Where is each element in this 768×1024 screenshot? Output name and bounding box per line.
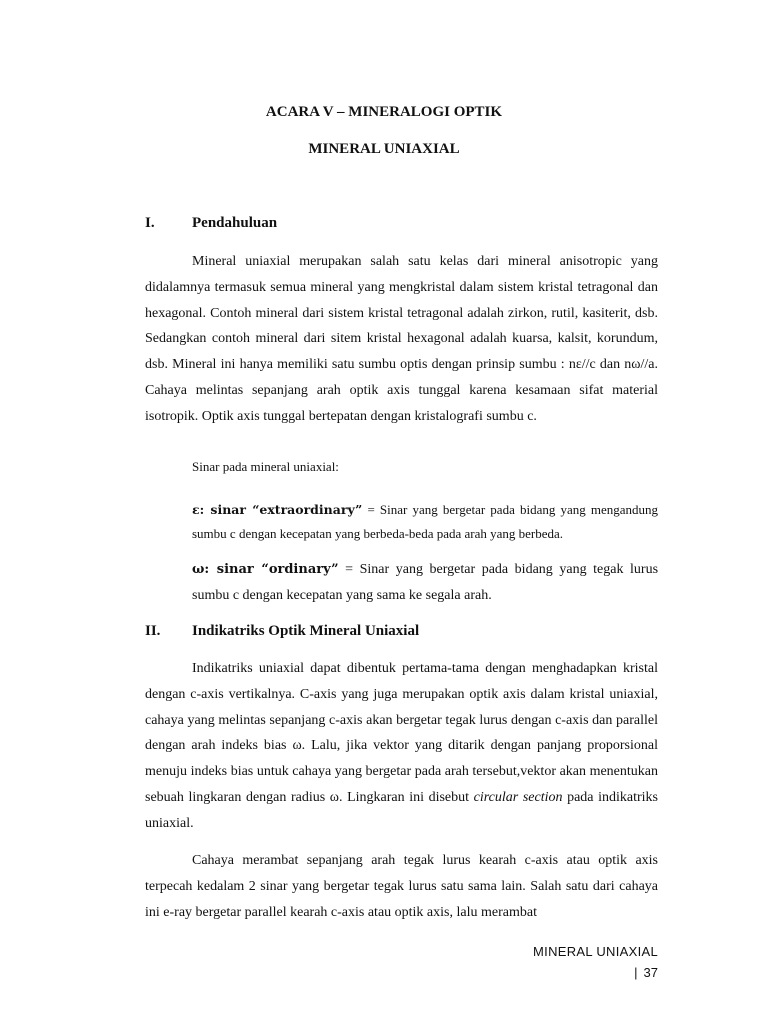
refraction-index-epsilon: nε//c xyxy=(568,357,596,373)
extraordinary-ray-term: ε: sinar “extraordinary” xyxy=(192,502,363,517)
paragraph-text: dan xyxy=(595,357,625,373)
footer-separator: | xyxy=(634,965,638,980)
paragraph-text: Indikatriks uniaxial dapat dibentuk pertama-tama dengan menghadapkan kristal dengan c-axis vertikalnya. C-axis yang juga merupakan optik axis dalam kristal uniaxial, cahaya yang melintas sepanjang c-axis akan bergetar tegak lurus dengan c-axis dan parallel dengan arah indeks bias ω. Lalu, jika vektor yang ditarik dengan panjang proporsional menuju indeks bias untuk cahaya yang bergetar pada arah tersebut,vektor akan menentukan sebuah lingkaran dengan radius ω. Lingkaran ini disebut xyxy=(145,661,658,805)
section-number: II. xyxy=(145,623,161,639)
document-title: ACARA V – MINERALOGI OPTIK xyxy=(265,104,503,120)
page-number: 37 xyxy=(643,965,658,980)
ordinary-ray-term: ω: sinar “ordinary” xyxy=(192,562,339,577)
paragraph-text: Mineral uniaxial merupakan salah satu kelas dari mineral anisotropic yang didalamnya termasuk semua mineral yang mengkristal dalam sistem kristal tetragonal dan hexagonal. Contoh mineral dari sistem kristal tetragonal adalah zirkon, rutil, kasiterit, dsb. Sedangkan contoh mineral dari sitem kristal hexagonal adalah kuarsa, kalsit, korundum, dsb. Mineral ini hanya memiliki satu sumbu optis dengan prinsip sumbu : xyxy=(145,254,658,373)
ordinary-ray-definition xyxy=(192,557,658,609)
ordinary-ray-text: = Sinar yang bergetar pada bidang yang tegak lurus sumbu c dengan kecepatan yang sama ke segala arah. xyxy=(192,562,659,603)
section-heading-indikatriks: Indikatriks Optik Mineral Uniaxial xyxy=(192,623,420,639)
footer-running-title: MINERAL UNIAXIAL xyxy=(533,944,658,959)
footer-page-number xyxy=(634,965,658,980)
paragraph-text: . Cahaya melintas sepanjang arah optik axis tunggal karena kesamaan sifat material isotropik. Optik axis tunggal bertepatan dengan kristalografi sumbu c. xyxy=(145,357,659,424)
rays-intro: Sinar pada mineral uniaxial: xyxy=(192,459,339,474)
extraordinary-ray-text: = Sinar yang bergetar pada bidang yang mengandung sumbu c dengan kecepatan yang berbeda-beda pada arah yang berbeda. xyxy=(192,502,658,541)
paragraph-indicatrix xyxy=(145,656,658,837)
circular-section-term: circular section xyxy=(473,789,563,805)
paragraph-intro xyxy=(145,249,658,430)
refraction-index-omega: nω//a xyxy=(624,357,655,373)
section-number: I. xyxy=(145,215,155,231)
section-heading-pendahuluan: Pendahuluan xyxy=(192,215,278,231)
paragraph-text: pada indikatriks uniaxial. xyxy=(145,789,658,831)
document-subtitle: MINERAL UNIAXIAL xyxy=(308,141,460,157)
extraordinary-ray-definition xyxy=(192,498,658,546)
paragraph-light-propagation: Cahaya merambat sepanjang arah tegak lurus kearah c-axis atau optik axis terpecah kedalam 2 sinar yang bergetar tegak lurus satu sama lain. Salah satu dari cahaya ini e-ray bergetar parallel kearah c-axis atau optik axis, lalu merambat xyxy=(145,853,658,920)
